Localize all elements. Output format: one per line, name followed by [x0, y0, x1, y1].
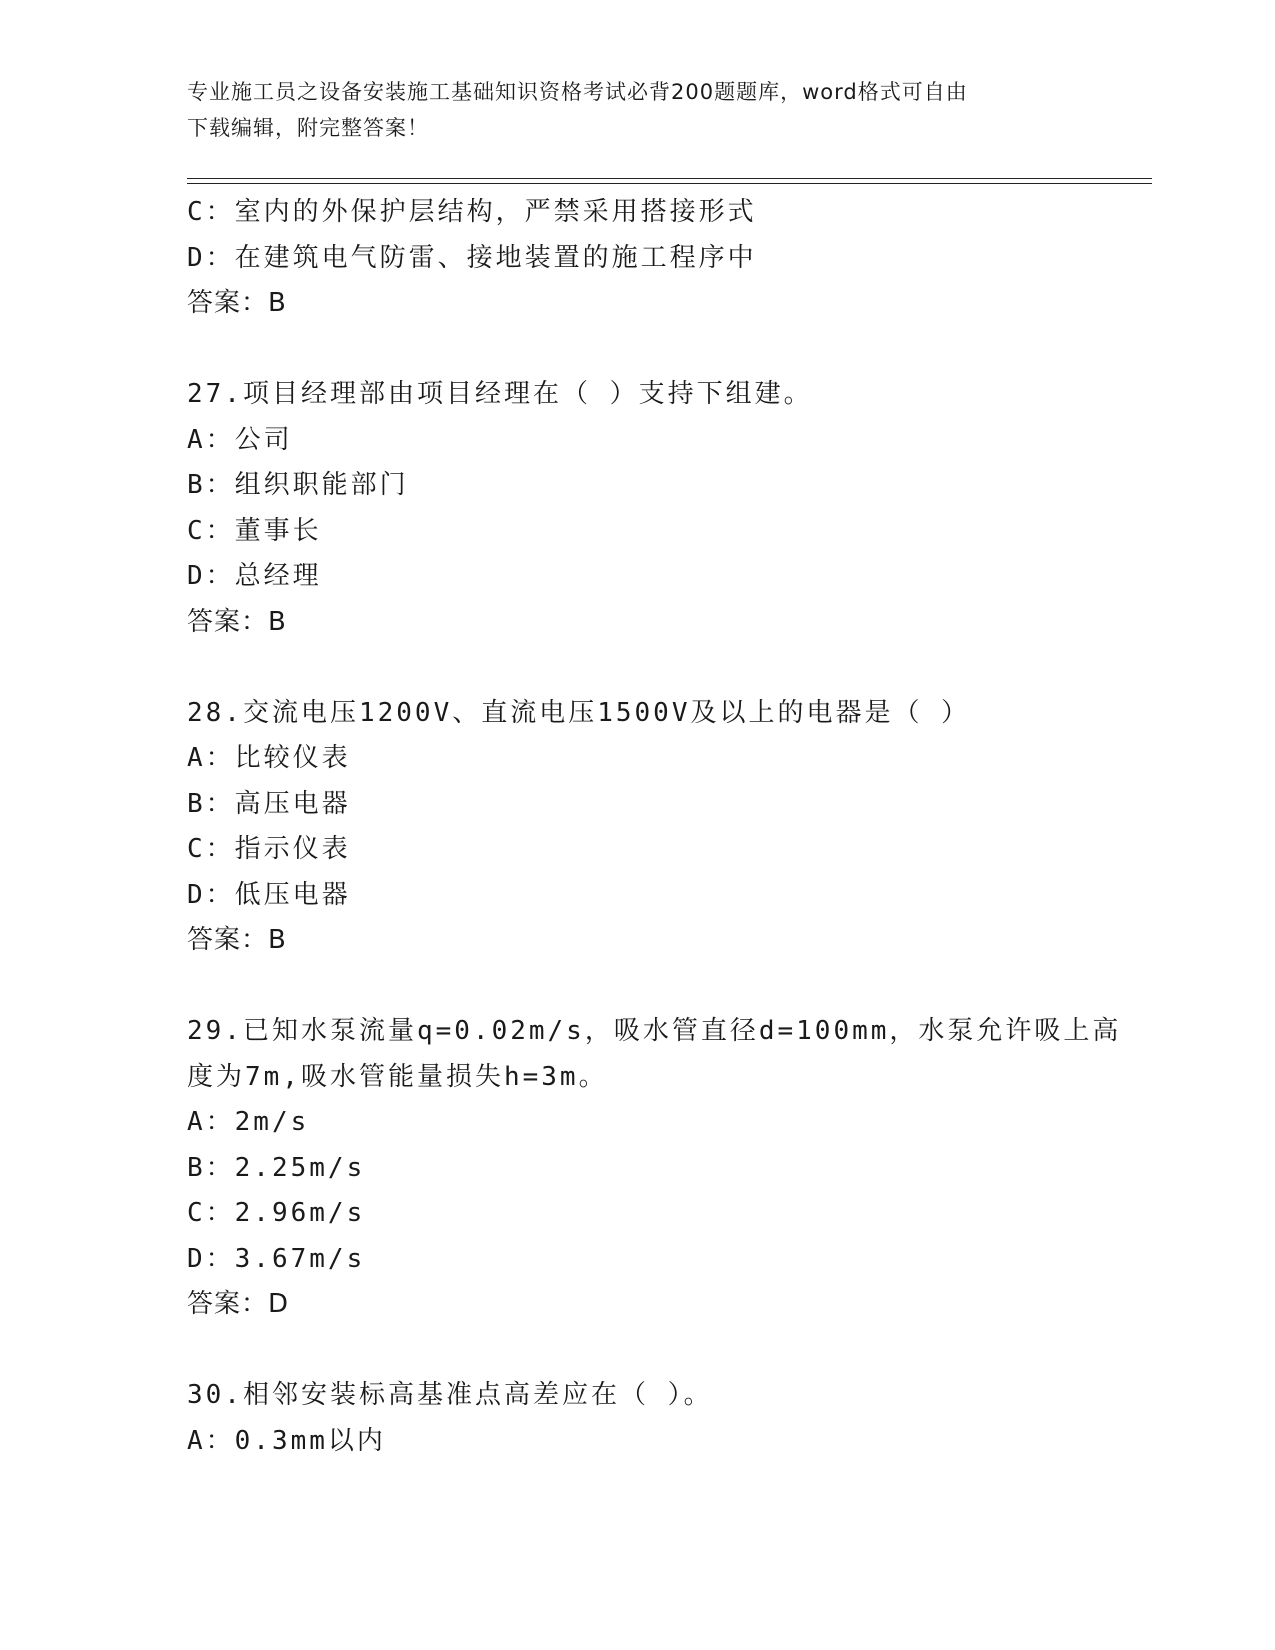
option-a: A：0.3mm以内: [187, 1425, 386, 1456]
question-text-line-1: 29.已知水泵流量q=0.02m/s，吸水管直径d=100mm，水泵允许吸上高: [187, 1016, 1122, 1046]
question-text: 30.相邻安装标高基准点高差应在（ ）。: [187, 1380, 713, 1410]
header-line-2: 下载编辑，附完整答案！: [187, 116, 429, 140]
answer-line: 答案：B: [187, 925, 287, 955]
question-block: [187, 1009, 1152, 1328]
option-c: C：2.96m/s: [187, 1198, 366, 1228]
block-spacer: [187, 1328, 1152, 1374]
answer-line: 答案：B: [187, 288, 287, 318]
option-b: B：组织职能部门: [187, 470, 409, 500]
header-line-1: 专业施工员之设备安装施工基础知识资格考试必背200题题库，word格式可自由: [187, 80, 968, 104]
block-spacer: [187, 964, 1152, 1010]
option-a: A：比较仪表: [187, 743, 351, 773]
question-block: [187, 1373, 1152, 1464]
option-c: C：董事长: [187, 515, 322, 546]
question-block: [187, 372, 1152, 645]
question-block: [187, 190, 1152, 327]
header-divider-top: [187, 178, 1152, 179]
option-c: C：室内的外保护层结构，严禁采用搭接形式: [187, 197, 757, 227]
option-d: D：在建筑电气防雷、接地装置的施工程序中: [187, 242, 757, 273]
option-d: D：总经理: [187, 561, 322, 591]
document-header: [187, 74, 1087, 146]
option-a: A：2m/s: [187, 1107, 310, 1137]
block-spacer: [187, 327, 1152, 373]
question-text: 27.项目经理部由项目经理在（ ）支持下组建。: [187, 379, 813, 409]
block-spacer: [187, 645, 1152, 691]
option-c: C：指示仪表: [187, 834, 351, 864]
question-text: 28.交流电压1200V、直流电压1500V及以上的电器是（ ）: [187, 697, 971, 728]
option-b: B：高压电器: [187, 788, 351, 819]
option-d: D：低压电器: [187, 879, 351, 910]
option-a: A：公司: [187, 424, 293, 455]
option-b: B：2.25m/s: [187, 1152, 366, 1183]
question-block: [187, 691, 1152, 964]
answer-line: 答案：D: [187, 1289, 290, 1319]
question-list: [187, 190, 1152, 1464]
option-d: D：3.67m/s: [187, 1243, 366, 1274]
question-text-line-2: 度为7m,吸水管能量损失h=3m。: [187, 1061, 608, 1092]
header-divider-bottom: [187, 183, 1152, 184]
answer-line: 答案：B: [187, 606, 287, 637]
